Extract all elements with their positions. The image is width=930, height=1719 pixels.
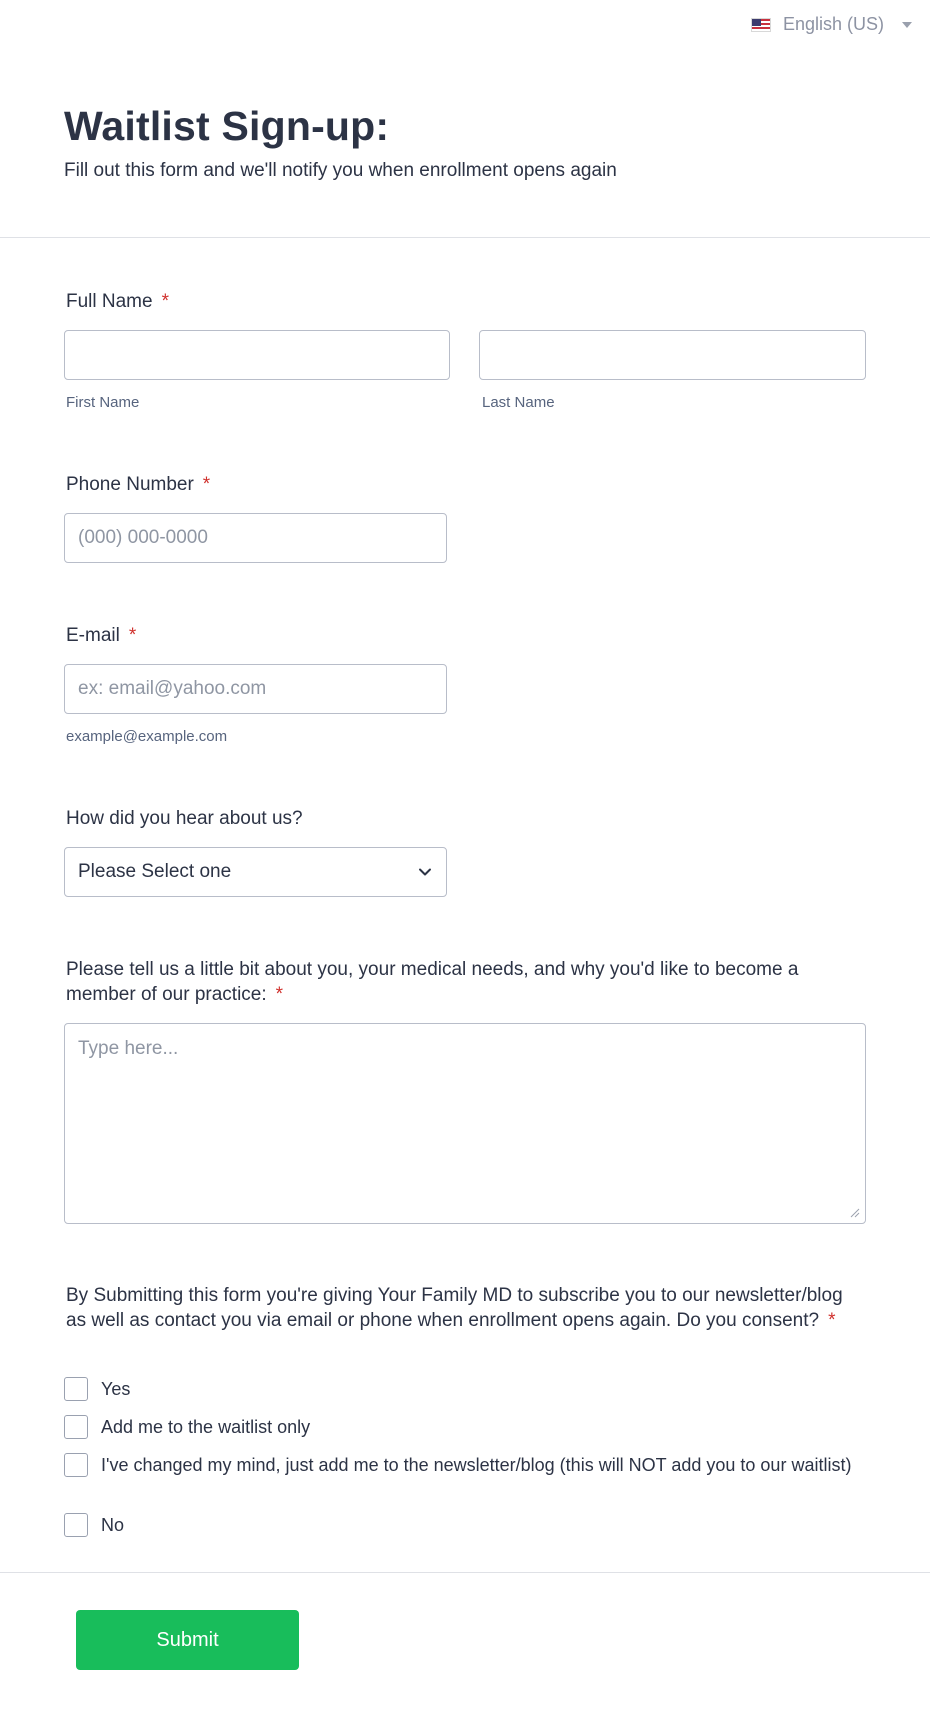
checkbox[interactable]	[64, 1513, 88, 1537]
consent-option-yes[interactable]	[64, 1377, 871, 1401]
submit-button[interactable]: Submit	[76, 1610, 299, 1670]
phone-label	[66, 472, 210, 497]
email-label	[66, 623, 136, 648]
last-name-sublabel: Last Name	[482, 394, 555, 411]
first-name-sublabel: First Name	[66, 394, 140, 411]
required-mark: *	[202, 474, 211, 495]
footer-divider	[0, 1572, 930, 1573]
checkbox[interactable]	[64, 1415, 88, 1439]
referral-label: How did you hear about us?	[66, 808, 303, 829]
language-label: English (US)	[782, 14, 884, 34]
consent-option-label: Yes	[101, 1379, 131, 1399]
consent-label-text: By Submitting this form you're giving Your Family MD to subscribe you to our newsletter/blog as well as contact you via email or phone when enrollment opens again. Do you consent?	[66, 1285, 843, 1331]
checkbox[interactable]	[64, 1453, 88, 1477]
full-name-label-text: Full Name	[66, 291, 153, 312]
form-subtitle: Fill out this form and we'll notify you when enrollment opens again	[64, 160, 617, 181]
consent-option-no[interactable]	[64, 1513, 871, 1537]
about-label-text: Please tell us a little bit about you, your medical needs, and why you'd like to become a member of our practice:	[66, 959, 799, 1005]
phone-input[interactable]	[64, 513, 447, 563]
first-name-input[interactable]	[64, 330, 450, 380]
consent-option-label: I've changed my mind, just add me to the newsletter/blog (this will NOT add you to our waitlist)	[101, 1455, 852, 1475]
required-mark: *	[161, 291, 169, 312]
checkbox[interactable]	[64, 1377, 88, 1401]
referral-dropdown[interactable]	[64, 847, 447, 897]
email-input[interactable]	[64, 664, 447, 714]
email-sublabel: example@example.com	[66, 728, 228, 745]
resize-grip-icon[interactable]	[848, 1206, 860, 1218]
form-header	[0, 0, 930, 238]
full-name-label	[66, 289, 169, 314]
consent-option-label: No	[101, 1515, 125, 1535]
referral-selected-value: Please Select one	[78, 861, 232, 882]
consent-option-newsletter-only[interactable]	[64, 1453, 871, 1477]
about-label	[66, 957, 866, 1007]
about-textarea[interactable]	[64, 1023, 866, 1224]
required-mark: *	[128, 625, 137, 646]
chevron-down-icon	[418, 865, 432, 879]
last-name-input[interactable]	[479, 330, 866, 380]
required-mark: *	[828, 1310, 836, 1331]
phone-label-text: Phone Number	[66, 474, 194, 495]
consent-option-waitlist-only[interactable]	[64, 1415, 871, 1439]
consent-label	[66, 1283, 866, 1333]
required-mark: *	[275, 984, 284, 1005]
consent-option-label: Add me to the waitlist only	[101, 1417, 311, 1437]
email-label-text: E-mail	[66, 625, 120, 646]
form-title: Waitlist Sign-up:	[64, 103, 390, 149]
